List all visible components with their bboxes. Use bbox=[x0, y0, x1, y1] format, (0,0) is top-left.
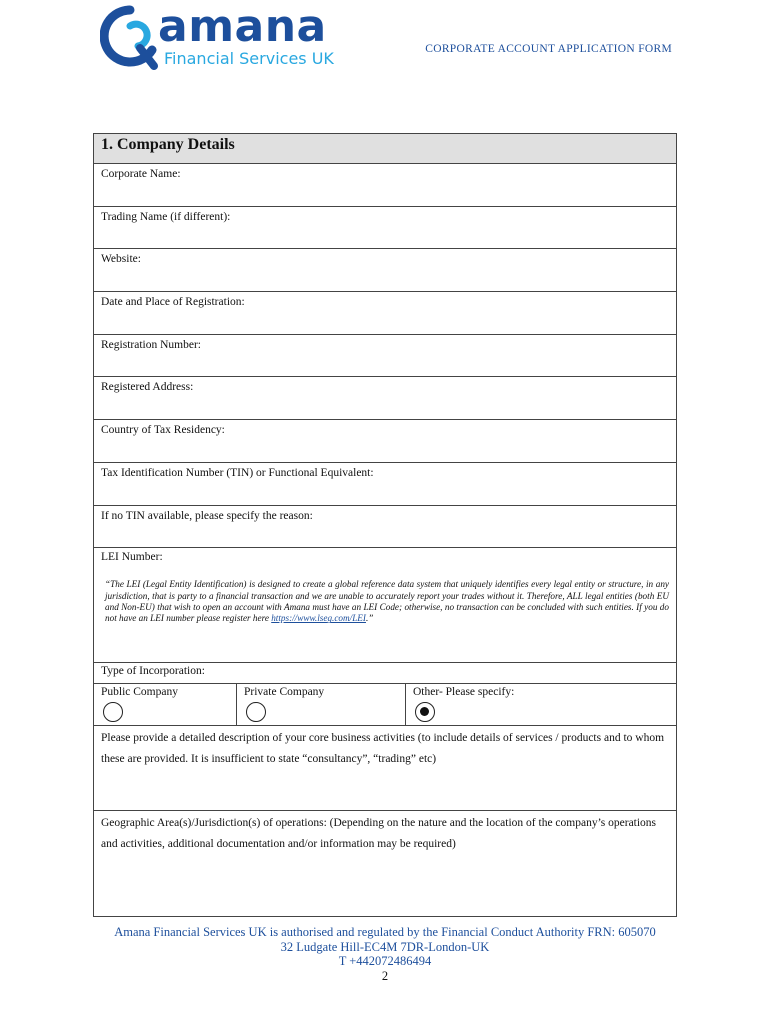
geographic-area-label: Geographic Area(s)/Jurisdiction(s) of operations: (Depending on the nature and the location of the company’s operations and activities, additional documentation and/or information may be required) bbox=[101, 817, 657, 851]
option-label: Private Company bbox=[244, 686, 325, 699]
lei-label: LEI Number: bbox=[101, 551, 163, 564]
option-other[interactable] bbox=[406, 684, 676, 725]
amana-logo-icon bbox=[100, 4, 160, 70]
corporate-name-field[interactable] bbox=[94, 164, 676, 207]
lei-note bbox=[101, 579, 669, 625]
field-label: Tax Identification Number (TIN) or Functional Equivalent: bbox=[101, 466, 374, 479]
lei-register-link[interactable]: https://www.lseg.com/LEI bbox=[271, 613, 366, 624]
company-details-form bbox=[93, 133, 677, 917]
lei-note-text: “The LEI (Legal Entity Identification) is designed to create a global reference data system that uniquely identifies every legal entity or structure, in any jurisdiction, that is party to a financial transaction and we are unable to accurately report your trades without it. Therefore, ALL legal entities (both EU and Non-EU) that wish to open an account with Amana must have an LEI Code; otherwise, no transaction can be concluded with such entities. If you do not have an LEI number please register here bbox=[105, 579, 669, 624]
incorporation-options bbox=[94, 684, 676, 726]
company-phone: T +442072486494 bbox=[338, 954, 432, 968]
business-description-label: Please provide a detailed description of your core business activities (to include details of services / products and to whom these are provided. It is insufficient to state “consultancy”, “trading” etc) bbox=[101, 732, 665, 766]
regulation-notice: Amana Financial Services UK is authorised and regulated by the Financial Conduct Authority FRN: 605070 bbox=[114, 925, 656, 939]
lei-number-field[interactable] bbox=[94, 548, 676, 663]
tax-residency-field[interactable] bbox=[94, 420, 676, 463]
tin-field[interactable] bbox=[94, 463, 676, 506]
field-label: Trading Name (if different): bbox=[101, 210, 231, 223]
registration-number-field[interactable] bbox=[94, 335, 676, 378]
trading-name-field[interactable] bbox=[94, 207, 676, 250]
website-field[interactable] bbox=[94, 249, 676, 292]
geographic-area-field[interactable] bbox=[94, 811, 676, 916]
company-address: 32 Ludgate Hill-EC4M 7DR-London-UK bbox=[280, 939, 490, 954]
option-private-company[interactable] bbox=[237, 684, 406, 725]
page-footer bbox=[0, 925, 770, 983]
form-title: CORPORATE ACCOUNT APPLICATION FORM bbox=[425, 43, 672, 55]
option-public-company[interactable] bbox=[94, 684, 237, 725]
registration-date-place-field[interactable] bbox=[94, 292, 676, 335]
field-label: Website: bbox=[101, 253, 141, 266]
field-label: Corporate Name: bbox=[101, 168, 181, 180]
field-label: If no TIN available, please specify the reason: bbox=[101, 509, 313, 522]
incorporation-label: Type of Incorporation: bbox=[94, 663, 676, 684]
page-number: 2 bbox=[381, 968, 389, 983]
option-label: Other- Please specify: bbox=[413, 686, 515, 699]
private-company-radio[interactable] bbox=[246, 702, 266, 722]
lei-note-end: .” bbox=[365, 613, 374, 624]
logo-wordmark: amana bbox=[158, 1, 327, 52]
company-logo bbox=[100, 1, 334, 70]
public-company-radio[interactable] bbox=[103, 702, 123, 722]
field-label: Registration Number: bbox=[101, 338, 201, 351]
registered-address-field[interactable] bbox=[94, 377, 676, 420]
field-label: Country of Tax Residency: bbox=[101, 424, 225, 437]
other-radio[interactable] bbox=[415, 702, 435, 722]
logo-subtitle: Financial Services UK bbox=[164, 49, 334, 68]
no-tin-reason-field[interactable] bbox=[94, 506, 676, 549]
option-label: Public Company bbox=[101, 686, 178, 699]
business-description-field[interactable] bbox=[94, 726, 676, 811]
field-label: Registered Address: bbox=[101, 381, 194, 394]
field-label: Date and Place of Registration: bbox=[101, 296, 245, 309]
section-title: 1. Company Details bbox=[94, 134, 676, 164]
